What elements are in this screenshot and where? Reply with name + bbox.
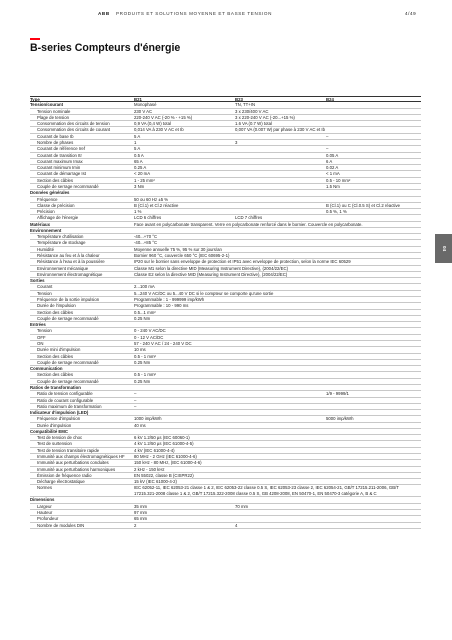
table-cell: Tension nominale xyxy=(37,108,71,114)
table-cell: 0.5 %, 1 % xyxy=(326,209,347,215)
table-cell: 5 A xyxy=(134,146,141,152)
table-cell: 1000 imp/kWh xyxy=(134,416,162,422)
table-cell: Humidité xyxy=(37,246,54,252)
table-cell: -40...+70 °C xyxy=(134,234,158,240)
table-cell: < 20 mA xyxy=(134,171,151,177)
table-cell: 40 ms xyxy=(134,422,146,428)
table-cell: Durée mini d'impulsion xyxy=(37,347,81,353)
table-cell: B21 xyxy=(134,97,142,102)
table-cell: 4 kV 1.2/50 µs (IEC 61000-4-5) xyxy=(134,441,194,447)
table-cell: 0,007 VA (0.007 W) par phase à 230 V AC et Ib xyxy=(235,127,325,133)
table-cell: Dimensions xyxy=(30,497,55,503)
table-cell: 0.25 Nm xyxy=(134,315,151,321)
table-cell: Fréquence d'impulsion xyxy=(37,416,81,422)
table-cell: LCD 6 chiffres xyxy=(134,215,162,221)
table-cell: Largeur xyxy=(37,503,52,509)
table-cell: Section des câbles xyxy=(37,177,74,183)
table-cell: 5...240 V AC/DC ou 5...40 V DC si le compteur se comporte qu'une sortie xyxy=(134,290,274,296)
table-cell: 70 mm xyxy=(235,503,249,509)
table-cell: 0.5 - 10 mm² xyxy=(326,177,351,183)
table-cell: IP20 sur le bornier sans enveloppe de protection et IP51 avec enveloppe de protection, selon la norme IEC 60529 xyxy=(134,259,351,265)
table-cell: 6 kV 1.2/50 µs (IEC 60060-1) xyxy=(134,435,190,441)
table-cell: 4 kV (IEC 61000-4-4) xyxy=(134,447,175,453)
table-cell: Fréquence de la sortie impulsion xyxy=(37,297,100,302)
table-cell: Courant de référence Iref xyxy=(37,146,86,152)
table-cell: Couple de serrage recommandé xyxy=(37,359,99,365)
table-cell: B (Cl.1) et Cl.2 réactive xyxy=(134,202,179,208)
table-cell: 3 Nm xyxy=(134,183,145,189)
table-cell: Couple de serrage recommandé xyxy=(37,315,99,321)
table-cell: 0.5 A xyxy=(134,152,144,158)
table-cell: 0.25 Nm xyxy=(134,359,151,365)
table-cell: Entrées xyxy=(30,322,46,328)
table-cell: IEC 62052-11, IEC 62053-21 classe 1 & 2, IEC 62053-22 classe 0.5 S, IEC 62053-23 classe 2, IEC 62054-21, GB/T 17215.211-2006, GB/T 17215.321-2008 classe 1 & 2, GB/T 17215.322-2008 classe 0.5 S, GB 4208-2008, EN 50470-1, EN 50470-3 catégorie A, B & C xyxy=(134,485,399,497)
table-row xyxy=(30,523,421,529)
page-number: 4/49 xyxy=(405,11,417,16)
table-cell: Plage de tension xyxy=(37,114,70,120)
section-label: PRODUITS ET SOLUTIONS MOYENNE ET BASSE TENSION xyxy=(116,11,272,16)
table-cell: Durée de l'impulsion xyxy=(37,303,76,309)
table-cell: LCD 7 chiffres xyxy=(235,215,263,221)
table-cell: Fréquence xyxy=(37,196,58,202)
table-cell: 97 mm xyxy=(134,510,148,515)
table-cell: Nombre de modules DIN xyxy=(37,522,85,528)
table-cell: 1.6 VA (0.7 W) total xyxy=(235,121,272,127)
table-cell: 0.25 Nm xyxy=(134,378,151,384)
table-cell: 6 A xyxy=(326,158,333,164)
table-cell: Tension xyxy=(37,328,52,334)
table-cell: – xyxy=(326,133,329,139)
table-cell: B23 xyxy=(235,97,243,102)
table-cell: 0,9 VA (0,4 W) total xyxy=(134,121,171,127)
table-cell: Ratio de tension configurable xyxy=(37,391,93,397)
table-cell: 230 V AC xyxy=(134,108,153,114)
table-cell: 65 mm xyxy=(134,516,148,522)
table-cell: 80 MHz - 2 GHz (IEC 61000-4-6) xyxy=(134,454,197,460)
table-cell: Test de tension de choc xyxy=(37,435,83,441)
table-cell: 4 xyxy=(235,522,238,528)
table-cell: EN 55022, classe B (CISPR22) xyxy=(134,472,194,478)
table-cell: Face avant en polycarbonate transparent. Verre en polycarbonate renforcé dans le bornier. Couvercle en polycarbonate. xyxy=(134,221,363,227)
table-cell: Courant minimum Imin xyxy=(37,165,81,171)
table-cell: Environnement mécanique xyxy=(37,265,89,271)
table-cell: Bornier 960 °C, couvercle 650 °C (IEC 60695-2-1) xyxy=(134,253,230,259)
table-cell: 50 ou 60 Hz ±5 % xyxy=(134,196,169,202)
table-cell: Communication xyxy=(30,366,63,372)
table-row xyxy=(30,485,421,497)
table-cell: 150 kHz - 80 MHz, (IEC 61000-4-6) xyxy=(134,460,202,466)
table-cell: Décharge électrostatique xyxy=(37,479,85,485)
table-cell: Ratios de transformation xyxy=(30,384,81,390)
table-cell: < 1 mA xyxy=(326,171,340,177)
table-cell: Immunité aux perturbations harmoniques xyxy=(37,466,116,472)
table-cell: Couple de serrage recommandé xyxy=(37,378,99,384)
table-cell: Immunité aux champs électromagnétiques HF xyxy=(37,454,125,460)
table-cell: Test de surtension xyxy=(37,441,72,447)
table-cell: 3 xyxy=(235,139,238,145)
table-cell: Tension xyxy=(37,290,52,296)
table-cell: Courant de démarrage Ist xyxy=(37,171,86,177)
table-cell: Environnement xyxy=(30,227,62,233)
table-cell: 0.5...1 mm² xyxy=(134,309,156,315)
table-cell: Programmable : 10 - 990 ms xyxy=(134,303,189,309)
table-cell: ON xyxy=(37,340,44,346)
table-cell: Section des câbles xyxy=(37,309,74,315)
table-cell: Température de stockage xyxy=(37,240,86,246)
table-cell: 5000 imp/kWh xyxy=(326,416,354,422)
table-cell: Type xyxy=(30,97,40,102)
table-cell: 0.5 - 1 mm² xyxy=(134,372,156,378)
table-cell: Indicateur d'impulsion (LED) xyxy=(30,410,89,416)
table-cell: Tension/courant xyxy=(30,102,64,108)
table-cell: 57 - 240 V AC / 24 - 240 V DC xyxy=(134,340,192,346)
table-cell: Moyenne annuelle 75 %, 95 % sur 30 jours/an xyxy=(134,246,222,252)
table-cell: Compatibilité EMC xyxy=(30,428,68,434)
table-cell: 0 - 240 V AC/DC xyxy=(134,328,166,334)
table-cell: 0.5 - 1 mm² xyxy=(134,353,156,359)
table-cell: Section des câbles xyxy=(37,353,74,359)
table-cell: Environnement électromagnétique xyxy=(37,271,103,277)
table-cell: 1/9 - 9999/1 xyxy=(326,391,349,397)
table-cell: 15 kV (IEC 61000-4-2) xyxy=(134,479,177,485)
table-cell: Normes xyxy=(37,485,53,491)
table-cell: 1 xyxy=(134,139,137,145)
title-accent-bar xyxy=(30,38,40,40)
table-cell: Données générales xyxy=(30,190,70,196)
table-cell: – xyxy=(134,391,137,397)
table-cell: – xyxy=(326,146,329,152)
table-cell: 3 x 230/400 V AC xyxy=(235,108,269,114)
table-cell: Ratio de courant configurable xyxy=(37,397,94,403)
table-cell: 10 ms xyxy=(134,347,146,353)
table-cell: Profondeur xyxy=(37,516,59,522)
table-cell: Précision xyxy=(37,209,55,215)
table-cell: B (Cl.1) ou C (Cl.0.5 S) et Cl.2 réactive xyxy=(326,202,401,208)
chapter-tab xyxy=(435,234,452,263)
table-cell: 2...100 mA xyxy=(134,284,155,290)
table-cell: Courant de transition Itr xyxy=(37,152,82,158)
table-cell: Émission de fréquence radio xyxy=(37,472,92,478)
table-cell: 2 xyxy=(134,522,137,528)
table-cell: TN, TT+IN xyxy=(235,102,256,108)
table-cell: Hauteur xyxy=(37,510,53,515)
table-cell: 1.5 Nm xyxy=(326,183,340,189)
table-cell: 3 x 220-240 V AC (-20...+15 %) xyxy=(235,114,295,120)
table-cell: Sorties xyxy=(30,278,45,284)
spec-table xyxy=(30,96,421,529)
table-cell: Nombre de phases xyxy=(37,139,74,145)
table-cell: 0.25 A xyxy=(134,165,147,171)
brand-label: ABB xyxy=(98,11,110,16)
table-cell: – xyxy=(134,397,137,403)
table-cell: Consommation des circuits de tension xyxy=(37,121,110,127)
table-cell: 2 kHz - 150 kHz xyxy=(134,466,165,472)
table-cell: 1 % xyxy=(134,209,142,215)
table-cell: Monophasé xyxy=(134,102,157,108)
table-cell: Matériaux xyxy=(30,221,51,227)
table-cell: Immunité aux perturbations conduites xyxy=(37,460,109,466)
table-cell: OFF xyxy=(37,334,46,340)
table-cell: Affichage de l'énergie xyxy=(37,215,79,221)
table-cell: Consommation des circuits de courant xyxy=(37,127,111,133)
table-cell: Classe de précision xyxy=(37,202,75,208)
table-cell: -40...+85 °C xyxy=(134,240,158,246)
table-cell: 0.05 A xyxy=(326,152,339,158)
table-cell: 35 mm xyxy=(134,503,148,509)
table-cell: 0,014 VA à 230 V AC et Ib xyxy=(134,127,184,133)
table-cell: 5 A xyxy=(134,133,141,139)
table-cell: Résistance à l'eau et à la poussière xyxy=(37,259,105,265)
chapter-tab-label: 04 xyxy=(441,245,446,252)
table-cell: Classe M1 selon la directive MID (Measuring Instrument Directive), (2004/22/EC) xyxy=(134,265,289,271)
table-cell: 0 - 12 V AC/DC xyxy=(134,334,164,340)
table-cell: 0.02 A xyxy=(326,165,339,171)
table-cell: Courant de base Ib xyxy=(37,133,74,139)
table-cell: Couple de serrage recommandé xyxy=(37,183,99,189)
table-cell: Résistance au feu et à la chaleur xyxy=(37,253,100,259)
table-cell: B24 xyxy=(326,97,334,102)
table-cell: 65 A xyxy=(134,158,143,164)
table-cell: Température d'utilisation xyxy=(37,234,84,240)
table-cell: Durée d'impulsion xyxy=(37,422,72,428)
table-cell: 1 - 25 mm² xyxy=(134,177,155,183)
table-cell: – xyxy=(134,403,137,409)
table-cell: Courant maximum Imax xyxy=(37,158,83,164)
table-cell: Section des câbles xyxy=(37,372,74,378)
page-title: B-series Compteurs d'énergie xyxy=(30,42,181,54)
table-cell: Ratio maximum de transformation xyxy=(37,403,102,409)
table-cell: Programmable : 1 - 999999 imp/kWh xyxy=(134,297,205,302)
table-cell: 220-240 V AC (-20 % - +15 %) xyxy=(134,114,193,120)
table-cell: Test de tension transitoire rapide xyxy=(37,447,100,453)
table-cell: Courant xyxy=(37,284,53,290)
table-cell: Classe E2 selon la directive MID (Measuring Instrument Directive), (2004/22/EC) xyxy=(134,271,288,277)
